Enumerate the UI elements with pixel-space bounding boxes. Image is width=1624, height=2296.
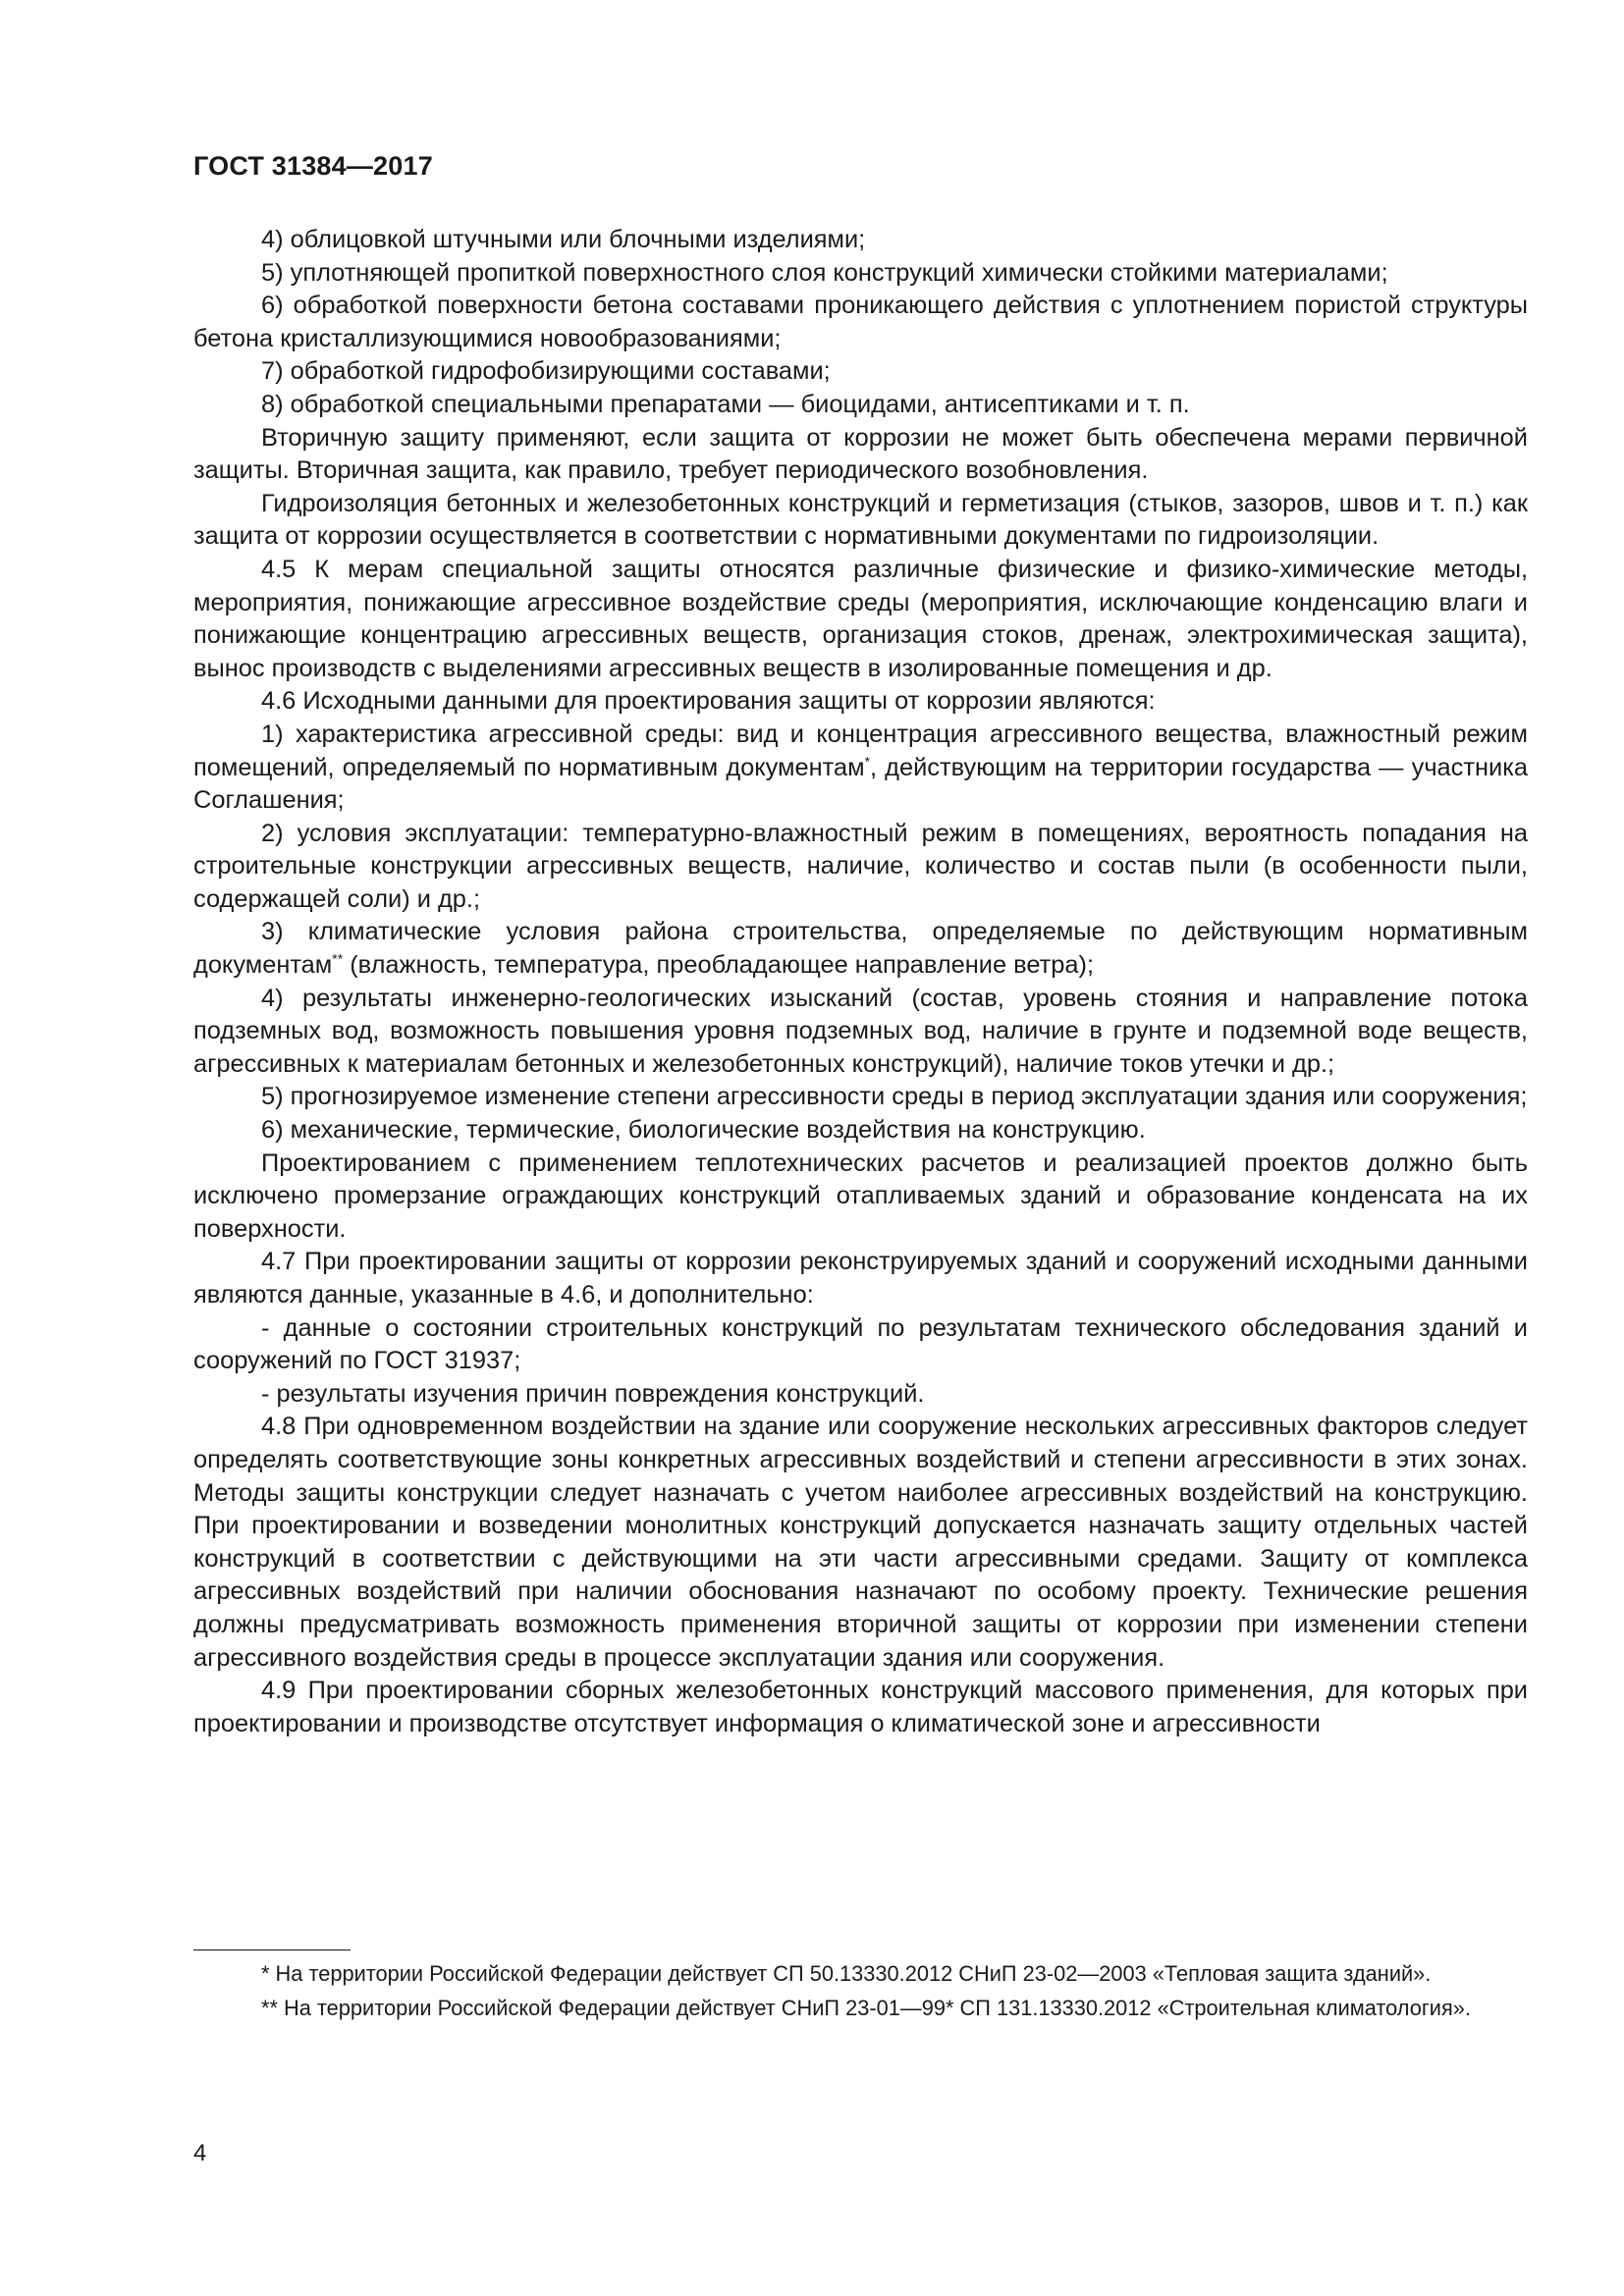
item3-text: 3) климатические условия района строительства, определяемые по действующим нормативным документам bbox=[193, 918, 1528, 980]
footnote-ref: * bbox=[864, 753, 871, 770]
paragraph: - данные о состоянии строительных конструкций по результатам технического обследования зданий и сооружений по ГОСТ 31937; bbox=[193, 1313, 1528, 1375]
footnotes bbox=[193, 1959, 1528, 2028]
footnote: ** На территории Российской Федерации действует СНиП 23-01—99* СП 131.13330.2012 «Строительная климатология». bbox=[261, 1996, 1471, 2020]
page-number: 4 bbox=[193, 2140, 207, 2166]
paragraph-item-3 bbox=[193, 916, 1528, 982]
paragraph: 6) механические, термические, биологические воздействия на конструкцию. bbox=[261, 1116, 1146, 1145]
item3-text-end: (влажность, температура, преобладающее направление ветра); bbox=[343, 951, 1095, 980]
paragraph: Вторичную защиту применяют, если защита от коррозии не может быть обеспечена мерами первичной защиты. Вторичная защита, как правило, требует периодического возобновления. bbox=[193, 423, 1528, 485]
document-header: ГОСТ 31384—2017 bbox=[193, 151, 433, 181]
paragraph: 4.7 При проектировании защиты от коррозии реконструируемых зданий и сооружений исходными данными являются данные, указанные в 4.6, и дополнительно: bbox=[193, 1248, 1528, 1308]
paragraph: 4.6 Исходными данными для проектирования защиты от коррозии являются: bbox=[261, 687, 1156, 716]
paragraph: 4.8 При одновременном воздействии на здание или сооружение нескольких агрессивных факторов следует определять соответствующие зоны конкретных агрессивных воздействий и степени агрессивности в этих зонах. Методы защиты конструкции следует назначать с учетом наиболее агрессивных воздействий на конструкцию. При проектировании и возведении монолитных конструкций допускается назначать защиту отдельных частей конструкций в соответствии с действующими на эти части агрессивными средами. Защиту от комплекса агрессивных воздействий при наличии обоснования назначают по особому проекту. Технические решения должны предусматривать возможность применения вторичной защиты от коррозии при изменении степени агрессивного воздействия среды в процессе эксплуатации здания или сооружения. bbox=[193, 1413, 1528, 1672]
paragraph: 5) уплотняющей пропиткой поверхностного слоя конструкций химически стойкими материалами; bbox=[261, 258, 1388, 287]
body-text bbox=[193, 224, 1528, 1740]
footnote: * На территории Российской Федерации действует СП 50.13330.2012 СНиП 23-02—2003 «Тепловая защита зданий». bbox=[261, 1961, 1432, 1986]
paragraph: 4.5 К мерам специальной защиты относятся различные физические и физико-химические методы, мероприятия, понижающие агрессивное воздействие среды (мероприятия, исключающие конденсацию влаги и понижающие концентрацию агрессивных веществ, организация стоков, дренаж, электрохимическая защита), вынос производств с выделениями агрессивных веществ в изолированные помещения и др. bbox=[193, 555, 1528, 682]
item1-text: 1) характеристика агрессивной среды: вид и концентрация агрессивного вещества, влажностный режим помещений, определяемый по нормативным документам bbox=[193, 720, 1528, 781]
paragraph: Проектированием с применением теплотехнических расчетов и реализацией проектов должно быть исключено промерзание ограждающих конструкций отапливаемых зданий и образование конденсата на их поверхности. bbox=[193, 1148, 1528, 1243]
paragraph-item-1 bbox=[193, 719, 1528, 818]
paragraph: 6) обработкой поверхности бетона составами проникающего действия с уплотнением пористой структуры бетона кристаллизующимися новообразованиями; bbox=[193, 292, 1528, 352]
footnote-ref: ** bbox=[332, 950, 344, 967]
paragraph: 5) прогнозируемое изменение степени агрессивности среды в период эксплуатации здания или сооружения; bbox=[261, 1083, 1528, 1111]
paragraph: 7) обработкой гидрофобизирующими составами; bbox=[261, 357, 831, 386]
paragraph: - результаты изучения причин повреждения конструкций. bbox=[261, 1379, 925, 1408]
paragraph: 8) обработкой специальными препаратами — биоцидами, антисептиками и т. п. bbox=[261, 390, 1190, 418]
paragraph: 4.9 При проектировании сборных железобетонных конструкций массового применения, для которых при проектировании и производстве отсутствует информация о климатической зоне и агрессивности bbox=[193, 1677, 1528, 1737]
paragraph: 4) результаты инженерно-геологических изысканий (состав, уровень стояния и направление потока подземных вод, возможность повышения уровня подземных вод, наличие в грунте и подземной воде веществ, агрессивных к материалам бетонных и железобетонных конструкций), наличие токов утечки и др.; bbox=[193, 984, 1528, 1078]
item1-text-end: , действующим на территории государства — участника Соглашения; bbox=[193, 753, 1528, 815]
footnote-divider bbox=[193, 1949, 351, 1950]
paragraph-item-2: 2) условия эксплуатации: температурно-влажностный режим в помещениях, вероятность попадания на строительные конструкции агрессивных веществ, наличие, количество и состав пыли (в особенности пыли, содержащей соли) и др.; bbox=[193, 819, 1528, 913]
paragraph: 4) облицовкой штучными или блочными изделиями; bbox=[261, 226, 866, 253]
paragraph: Гидроизоляция бетонных и железобетонных конструкций и герметизация (стыков, зазоров, швов и т. п.) как защита от коррозии осуществляется в соответствии с нормативными документами по гидроизоляции. bbox=[193, 489, 1528, 551]
